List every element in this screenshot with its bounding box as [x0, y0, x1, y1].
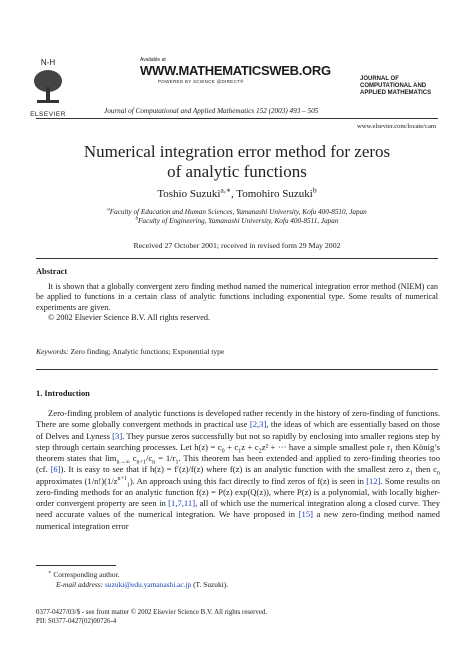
section-heading: 1. Introduction: [36, 389, 90, 398]
citation-link[interactable]: [1,7,11]: [168, 498, 196, 508]
affiliation-b: $^b$Faculty of Engineering, Yamanashi University, Kofu 400-8511, Japan: [135, 216, 339, 225]
citation-link[interactable]: [2,3]: [249, 419, 267, 430]
intro-paragraph: Zero-finding problem of analytic functions is developed rather recently in the history of zero-finding of functions. There are some globally convergent methods in practical use [2,3], the ideas of which are essentially based on those of Delves and Lyness [3]. They pursue zeros successfully but not so rapidly by enclosing into smaller regions step by step through certain searching processes. Let $h(z) = c_0 + c_1z + c_2z^2$ + ··· have a simple smallest pole $r_1$ then König’s theorem states that $\lim_{n\to\infty} c_{n+1}/c_n = 1/r_1$. This theorem has been extended and applied to zero-finding theories too (cf. [6]). It is easy to see that if h(z) = f′(z)/f(z) where f(z) is an analytic function with the smallest zero $z_1$ then $c_n$ approximates $(1/n!)(1/z^{n+1}_1)$. An approach using this fact directly to find zeros of f(z) is seen in [12]. Some results on zero-finding methods for an analytic function f(z) = P(z) exp(Q(z)), where P(z) is a polynomial, with locally higher-order convergent property are seen in [1,7,11], all of which use the numerical integration along a closed curve. They need accurate values of the numerical integration. We have proposed in [15] a new zero-finding method named numerical integration error: [36, 408, 441, 531]
journal-name-line: COMPUTATIONAL AND: [360, 83, 427, 89]
pii-line: PII: S0377-0427(02)00726-4: [36, 617, 117, 625]
header-divider: [36, 118, 438, 119]
article-title: [0, 142, 474, 182]
journal-citation: Journal of Computational and Applied Mathematics 152 (2003) 493 – 505: [104, 107, 319, 115]
footer-info: [36, 609, 267, 627]
journal-url[interactable]: www.elsevier.com/locate/cam: [356, 123, 436, 130]
footnote: [48, 570, 228, 589]
issn-line: 0377-0427/03/$ - see front matter © 2002 Elsevier Science B.V. All rights reserved.: [36, 609, 268, 616]
footnote-email: E-mail address: suzuki@edu.yamanashi.ac.jp (T. Suzuki).: [56, 579, 229, 589]
abstract-text: It is shown that a globally convergent zero finding method named the numerical integration error method (NIEM) can be applied to functions in a certain class of analytic functions including exponential type. Some results of numerical experiments are given.: [36, 282, 438, 312]
journal-name-line: JOURNAL OF: [360, 76, 399, 82]
author-separator: ,: [230, 188, 237, 200]
citation-link[interactable]: [3]: [112, 430, 123, 441]
received-dates: Received 27 October 2001; received in revised form 29 May 2002: [133, 241, 341, 250]
publisher-mark: N-H: [40, 58, 56, 67]
author-marks: b: [312, 185, 317, 195]
citation-link[interactable]: [12]: [366, 475, 381, 486]
author-list: [0, 185, 474, 200]
author-name: Tomohiro Suzuki: [236, 188, 313, 200]
citation-link[interactable]: [6]: [50, 464, 61, 475]
affiliation-text: Faculty of Engineering, Yamanashi University, Kofu 400-8511, Japan: [138, 217, 339, 225]
affiliation-text: Faculty of Education and Human Sciences, Yamanashi University, Kofu 400-8510, Japan: [109, 208, 367, 216]
title-line: of analytic functions: [167, 162, 307, 181]
affiliations: [0, 208, 474, 226]
powered-by-label: POWERED BY SCIENCE @DIRECT®: [158, 79, 244, 84]
publisher-name: ELSEVIER: [30, 111, 66, 118]
keywords-label: Keywords:: [36, 347, 69, 356]
email-link[interactable]: suzuki@edu.yamanashi.ac.jp: [105, 579, 192, 589]
footnote-corresponding: ∗ Corresponding author.: [48, 569, 120, 579]
journal-name-line: APPLIED MATHEMATICS: [360, 90, 432, 96]
tree-icon: [31, 67, 65, 105]
abstract-body: [36, 282, 438, 324]
keywords: [36, 347, 224, 356]
abstract-top-divider: [36, 258, 438, 259]
mathematicsweb-link[interactable]: WWW.MATHEMATICSWEB.ORG: [140, 63, 331, 78]
abstract-heading: Abstract: [36, 267, 68, 276]
keywords-text: Zero finding; Analytic functions; Exponential type: [70, 347, 225, 356]
title-line: Numerical integration error method for zeros: [83, 142, 391, 161]
author-name: Toshio Suzuki: [157, 188, 221, 200]
elsevier-logo: [26, 58, 70, 118]
abstract-bottom-divider: [36, 369, 438, 370]
affiliation-a: $^a$Faculty of Education and Human Sciences, Yamanashi University, Kofu 400-8510, Japan: [107, 207, 367, 216]
author-marks: a,∗: [220, 185, 231, 195]
citation-link[interactable]: [15]: [298, 509, 313, 520]
abstract-copyright: © 2002 Elsevier Science B.V. All rights reserved.: [48, 313, 211, 323]
journal-name: [360, 76, 431, 97]
footnote-divider: [36, 565, 116, 566]
available-at-label: Available at: [140, 57, 166, 63]
